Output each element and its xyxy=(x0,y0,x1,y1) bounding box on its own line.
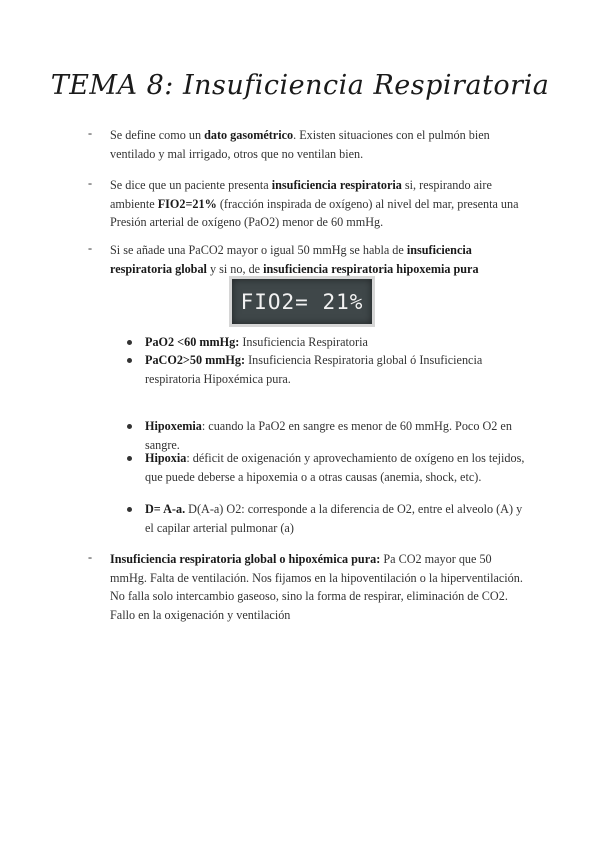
bold-text: PaCO2>50 mmHg: xyxy=(145,353,246,367)
dash-marker: - xyxy=(88,241,93,255)
bold-text: insuficiencia respiratoria hipoxemia pura xyxy=(263,261,479,276)
paragraph-insufficiency xyxy=(110,176,530,232)
page-title: TEMA 8: Insuficiencia Respiratoria xyxy=(50,70,550,101)
chalkboard-text: FIO2= 21% xyxy=(240,289,364,314)
bullet-dot xyxy=(127,340,132,345)
paragraph-hypoxemic xyxy=(110,550,530,624)
dash-marker: - xyxy=(88,126,93,140)
text: Insuficiencia Respiratoria global ó Insuficiencia respiratoria Hipoxémica pura. xyxy=(145,353,483,386)
text: Si se añade una PaCO2 mayor o igual 50 mmHg se habla de xyxy=(110,243,407,257)
bullet-item xyxy=(145,449,530,486)
text: si, respirando aire ambiente xyxy=(110,178,492,211)
text: . Existen situaciones con el pulmón bien ventilado y mal irrigado, otros que no ventilan bien. xyxy=(110,128,490,161)
bold-text: dato gasométrico xyxy=(204,128,294,142)
text: y si no, de xyxy=(206,261,264,276)
bullet-item xyxy=(145,351,530,388)
bold-text: Insuficiencia respiratoria global o hipoxémica pura: xyxy=(110,552,381,566)
bold-text: Hipoxia xyxy=(145,451,187,465)
text: Se dice que un paciente presenta xyxy=(110,178,272,192)
text: (fracción inspirada de oxígeno) al nivel del mar, presenta una Presión arterial de oxígeno (PaO2) menor de 60 mmHg. xyxy=(110,196,519,229)
paragraph-definition xyxy=(110,126,530,163)
bullet-dot xyxy=(127,456,132,461)
text: Insuficiencia Respiratoria xyxy=(239,335,368,349)
bold-text: insuficiencia respiratoria xyxy=(271,178,402,192)
bullet-item xyxy=(145,500,530,537)
bullet-dot xyxy=(127,358,132,363)
text: Se define como un xyxy=(110,128,205,142)
dash-marker: - xyxy=(88,550,93,564)
bullet-item xyxy=(145,333,530,352)
bullet-dot xyxy=(127,424,132,429)
bullet-dot xyxy=(127,507,132,512)
text: : cuando la PaO2 en sangre es menor de 60 mmHg. Poco O2 en sangre. xyxy=(145,419,512,452)
bold-text: Hipoxemia xyxy=(145,419,202,433)
text: D(A-a) O2: corresponde a la diferencia de O2, entre el alveolo (A) y el capilar arterial pulmonar (a) xyxy=(145,502,523,535)
bold-text: D= A-a. xyxy=(145,502,186,516)
bold-text: PaO2 <60 mmHg: xyxy=(145,335,240,349)
dash-marker: - xyxy=(88,176,93,190)
bold-text: FIO2=21% xyxy=(157,196,217,211)
bold-text: insuficiencia respiratoria global xyxy=(110,243,472,276)
paragraph-global xyxy=(110,241,530,278)
chalkboard-image xyxy=(229,276,375,327)
text: Pa CO2 mayor que 50 mmHg. Falta de ventilación. Nos fijamos en la hipoventilación o la hiperventilación. No falla solo intercambio gaseoso, sino la forma de respirar, eliminación de CO2. Fallo en la oxigenación y ventilación xyxy=(110,552,523,622)
text: : déficit de oxigenación y aprovechamiento de oxígeno en los tejidos, que puede deberse a hipoxemia o a otras causas (anemia, shock, etc). xyxy=(145,451,525,484)
